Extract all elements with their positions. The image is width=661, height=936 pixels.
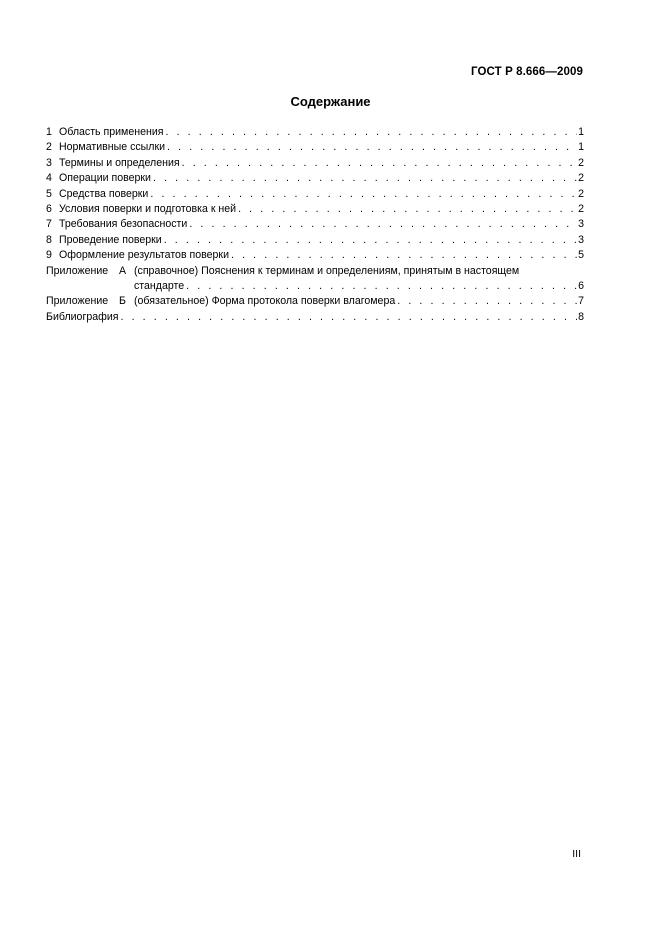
toc-leader-dots xyxy=(165,140,577,155)
toc-entry-terms[interactable] xyxy=(46,156,584,171)
toc-entry-procedure[interactable] xyxy=(46,233,584,248)
appendix-prefix xyxy=(46,294,134,309)
appendix-title-continuation xyxy=(134,279,584,294)
toc-entry-number: 2 xyxy=(46,141,52,154)
toc-entry-conditions[interactable] xyxy=(46,202,584,217)
toc-entry-number: 4 xyxy=(46,172,52,185)
toc-entry-number: 7 xyxy=(46,218,52,231)
appendix-body xyxy=(134,264,584,295)
toc-entry-results[interactable] xyxy=(46,248,584,263)
toc-entry-page: 6 xyxy=(578,279,584,292)
toc-entry-label: Область применения xyxy=(59,126,164,138)
toc-entry-page: 2 xyxy=(578,187,584,200)
toc-entry-label: Нормативные ссылки xyxy=(59,141,166,154)
toc-entry-page: 1 xyxy=(578,141,584,154)
toc-entry-number: 3 xyxy=(46,156,52,169)
toc-entry-page: 1 xyxy=(578,126,584,138)
appendix-prefix xyxy=(46,264,134,295)
toc-entry-number: 9 xyxy=(46,249,52,262)
toc-entry-number: 5 xyxy=(46,187,52,200)
toc-leader-dots xyxy=(184,279,577,294)
appendix-title-line: (справочное) Пояснения к терминам и определениям, принятым в настоящем xyxy=(134,264,520,277)
toc-entry-page: 2 xyxy=(578,156,584,169)
toc-entry-operations[interactable] xyxy=(46,171,584,186)
toc-leader-dots xyxy=(162,233,577,248)
toc-leader-dots xyxy=(180,156,577,171)
appendix-letter: А xyxy=(119,264,127,277)
toc-entry-page: 8 xyxy=(578,310,584,323)
toc-entry-scope[interactable] xyxy=(46,125,584,140)
toc-entry-page: 3 xyxy=(578,218,584,231)
toc-entry-page: 5 xyxy=(578,249,584,262)
toc-entry-means[interactable] xyxy=(46,187,584,202)
toc-leader-dots xyxy=(118,310,577,325)
toc-leader-dots xyxy=(236,202,577,217)
toc-leader-dots xyxy=(151,171,577,186)
toc-entry-safety[interactable] xyxy=(46,217,584,232)
toc-entry-label: Требования безопасности xyxy=(59,218,188,231)
toc-appendix-a[interactable] xyxy=(46,264,584,295)
toc-leader-dots xyxy=(229,248,577,263)
appendix-word: Приложение xyxy=(46,264,109,277)
toc-entry-label: Термины и определения xyxy=(59,156,180,169)
appendix-body xyxy=(134,294,584,309)
toc-entry-number: 6 xyxy=(46,202,52,215)
table-of-contents xyxy=(46,125,584,325)
toc-leader-dots xyxy=(148,187,577,202)
toc-entry-label: Проведение поверки xyxy=(59,233,162,246)
appendix-word: Приложение xyxy=(46,295,109,308)
toc-entry-number: 8 xyxy=(46,233,52,246)
appendix-letter: Б xyxy=(119,295,126,308)
appendix-title-line: (обязательное) Форма протокола поверки влагомера xyxy=(134,295,396,308)
appendix-title-row xyxy=(134,294,584,309)
toc-entry-label: Операции поверки xyxy=(59,172,151,185)
page-number: III xyxy=(572,848,581,860)
toc-entry-label: Условия поверки и подготовка к ней xyxy=(59,202,237,215)
toc-entry-number: 1 xyxy=(46,126,52,138)
toc-leader-dots xyxy=(187,217,577,232)
document-code: ГОСТ Р 8.666—2009 xyxy=(471,66,583,78)
toc-entry-label: Библиография xyxy=(46,310,119,323)
toc-entry-bibliography[interactable] xyxy=(46,310,584,325)
toc-entry-label: Средства поверки xyxy=(59,187,149,200)
toc-entry-page: 2 xyxy=(578,202,584,215)
toc-entry-normative-references[interactable] xyxy=(46,140,584,155)
toc-leader-dots xyxy=(163,125,577,140)
toc-title: Содержание xyxy=(290,94,371,109)
toc-entry-label: Оформление результатов поверки xyxy=(59,249,229,262)
toc-entry-page: 2 xyxy=(578,172,584,185)
toc-entry-page: 7 xyxy=(578,295,584,308)
toc-leader-dots xyxy=(395,294,577,309)
toc-entry-page: 3 xyxy=(578,233,584,246)
appendix-title-line: стандарте xyxy=(134,279,185,292)
toc-appendix-b[interactable] xyxy=(46,294,584,309)
